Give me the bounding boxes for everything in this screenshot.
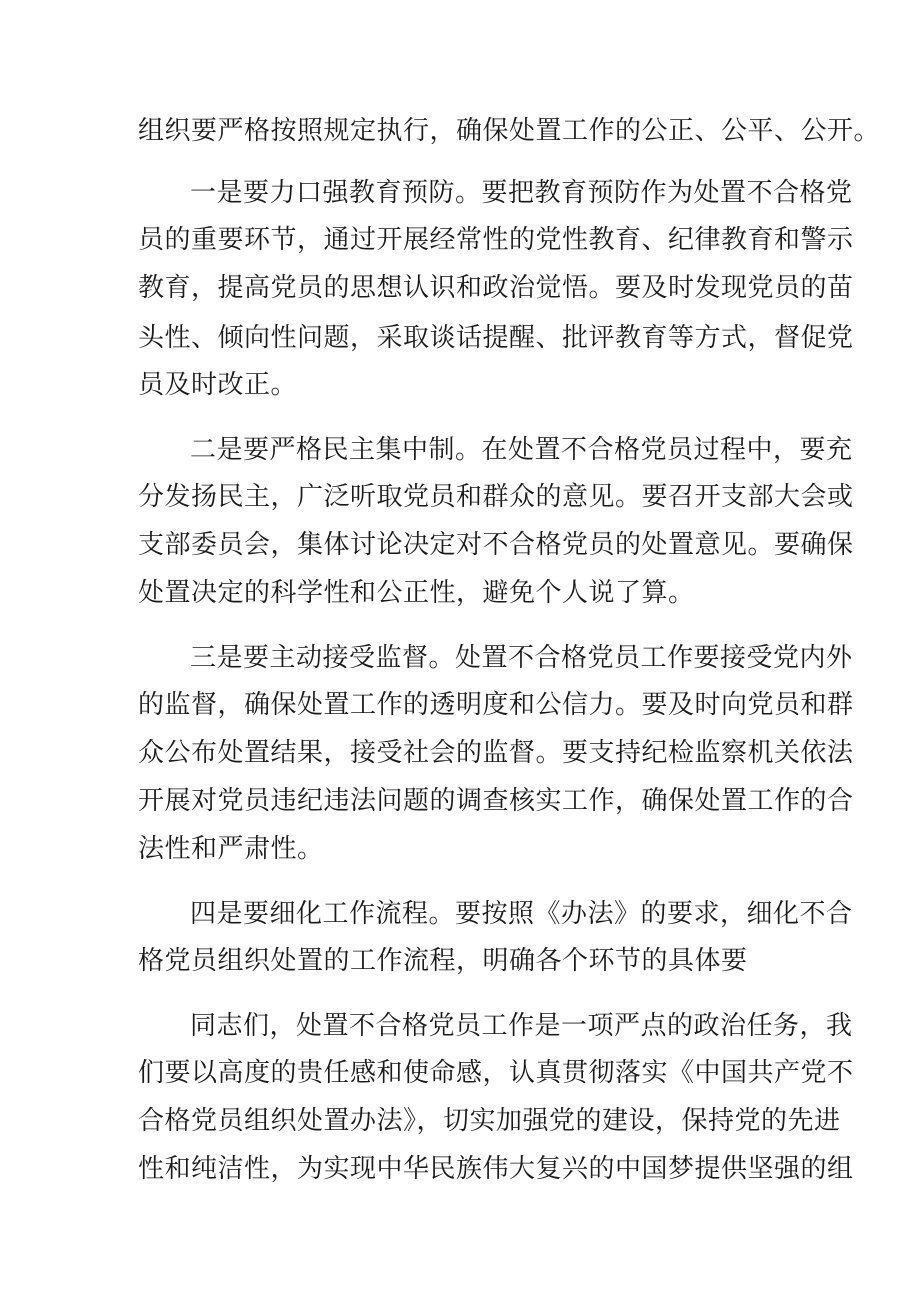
- text-line: 开展对党员违纪违法问题的调查核实工作，确保处置工作的合: [138, 786, 854, 816]
- text-line: 们要以高度的贵任感和使命感，认真贯彻落实《中国共产党不: [138, 1058, 854, 1088]
- text-line: 格党员组织处置的工作流程，明确各个环节的具体要: [138, 946, 748, 976]
- text-line: 员的重要环节，通过开展经常性的党性教育、纪律教育和警示: [138, 225, 854, 255]
- text-line: 头性、倾向性问题，采取谈话提醒、批评教育等方式，督促党: [138, 323, 854, 353]
- text-line: 性和纯洁性，为实现中华民族伟大复兴的中国梦提供坚强的组: [138, 1154, 854, 1184]
- text-line: 众公布处置结果，接受社会的监督。要支持纪检监察机关依法: [138, 738, 854, 768]
- text-line: 的监督，确保处置工作的透明度和公信力。要及时向党员和群: [138, 690, 854, 720]
- text-line: 员及时改正。: [138, 370, 298, 400]
- text-line: 教育，提高党员的思想认识和政治觉悟。要及时发现党员的苗: [138, 273, 854, 303]
- text-line: 处置决定的科学性和公正性，避免个人说了算。: [138, 578, 695, 608]
- text-line: 分发扬民主，广泛听取党员和群众的意见。要召开支部大会或: [138, 482, 854, 512]
- text-line: 支部委员会，集体讨论决定对不合格党员的处置意见。要确保: [138, 530, 854, 560]
- text-line: 法性和严肃性。: [138, 834, 324, 864]
- text-line: 三是要主动接受监督。处置不合格党员工作要接受党内外: [190, 643, 853, 673]
- text-line: 同志们，处置不合格党员工作是一项严点的政治任务，我: [190, 1011, 853, 1041]
- text-line: 二是要严格民主集中制。在处置不合格党员过程中，要充: [190, 435, 853, 465]
- text-line: 一是要力口强教育预防。要把教育预防作为处置不合格党: [190, 178, 853, 208]
- text-line: 四是要细化工作流程。要按照《办法》的要求，细化不合: [190, 899, 853, 929]
- text-line: 合格党员组织处置办法》，切实加强党的建设，保持党的先进: [138, 1106, 841, 1136]
- text-line: 组织要严格按照规定执行，确保处置工作的公正、公平、公开。: [138, 116, 881, 146]
